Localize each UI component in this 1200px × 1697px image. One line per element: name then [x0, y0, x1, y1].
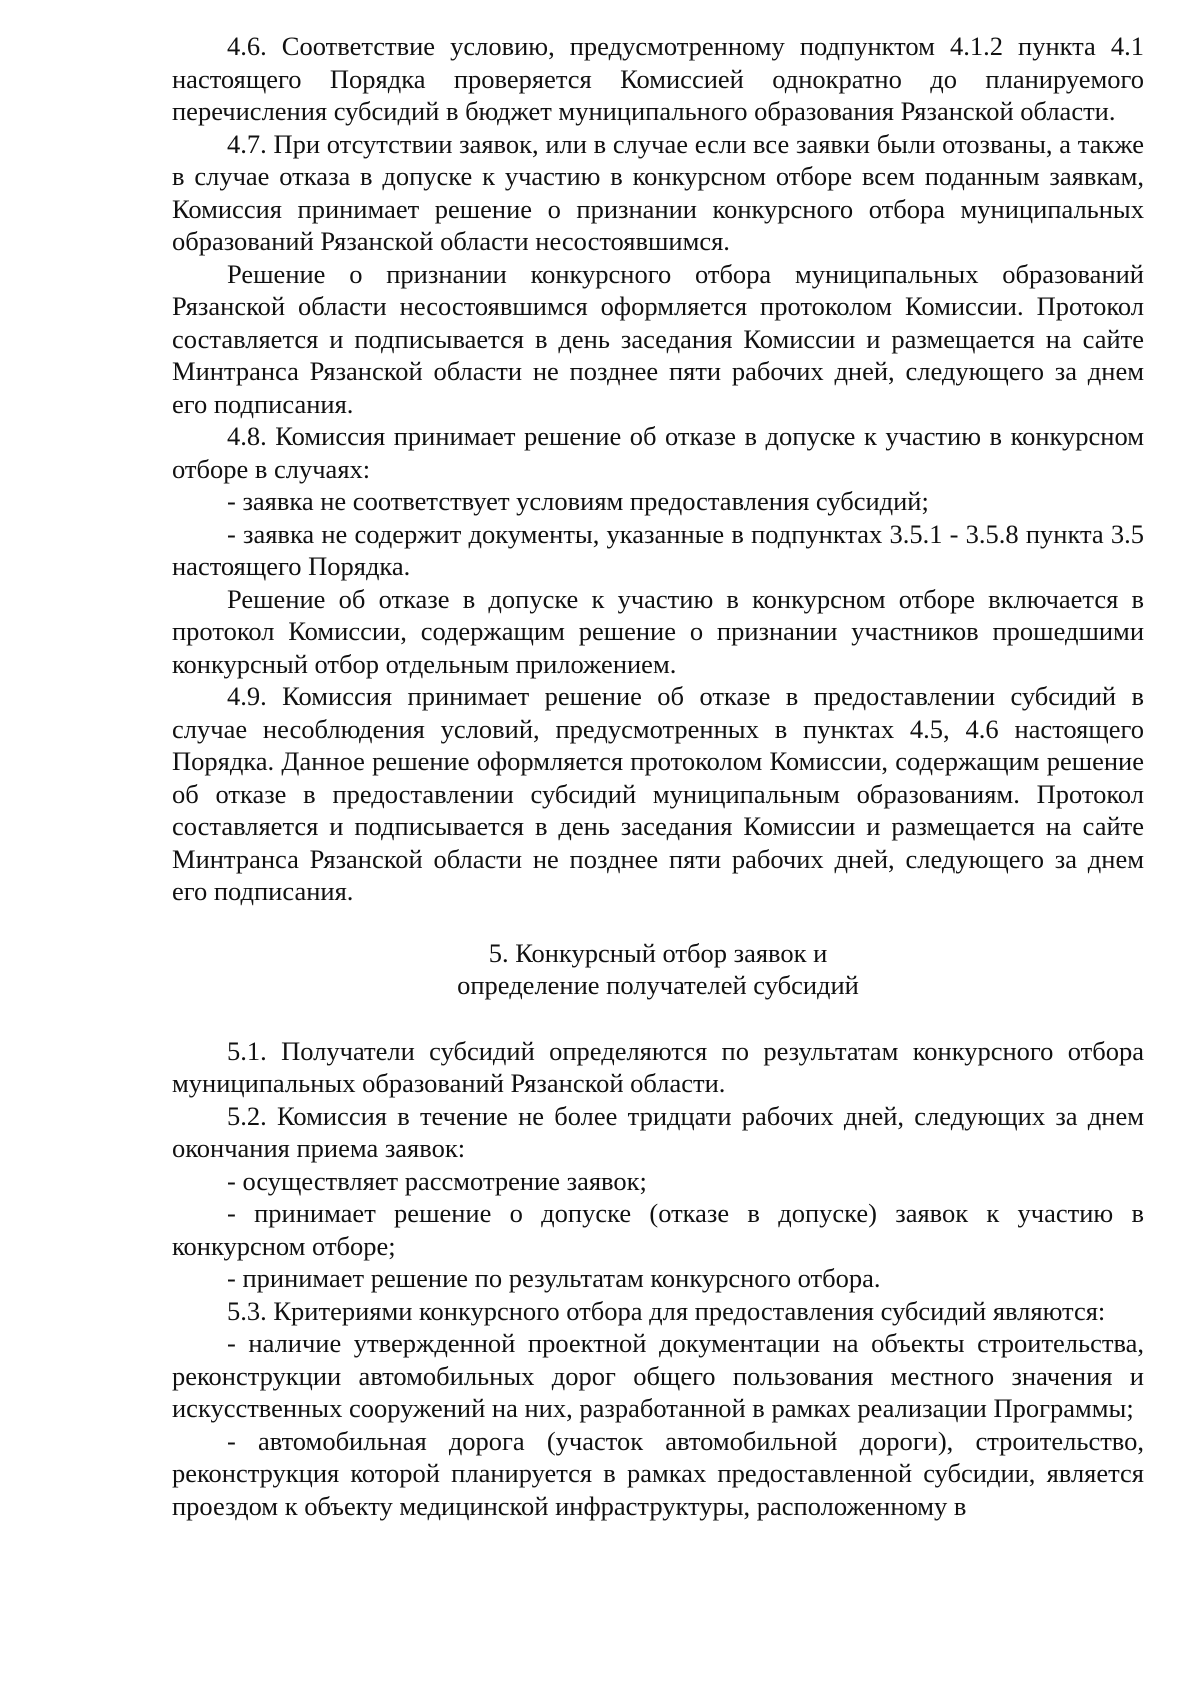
- paragraph-5-3: 5.3. Критериями конкурсного отбора для предоставления субсидий являются:: [227, 1295, 1106, 1326]
- paragraph-4-8: 4.8. Комиссия принимает решение об отказе в допуске к участию в конкурсном отборе в случаях:: [172, 421, 1144, 484]
- document-page: [172, 30, 1144, 1522]
- paragraph-4-7-decision: Решение о признании конкурсного отбора муниципальных образований Рязанской области несостоявшимся оформляется протоколом Комиссии. Протокол составляется и подписывается в день заседания Комиссии и размещается на сайте Минтранса Рязанской области не позднее пяти рабочих дней, следующего за днем его подписания.: [172, 258, 1144, 419]
- list-item-4-8-a: - заявка не соответствует условиям предоставления субсидий;: [227, 486, 929, 516]
- section-5-heading: [172, 937, 1144, 1002]
- section-5-heading-line1: 5. Конкурсный отбор заявок и: [488, 937, 828, 968]
- paragraph-5-1: 5.1. Получатели субсидий определяются по результатам конкурсного отбора муниципальных образований Рязанской области.: [172, 1035, 1144, 1098]
- list-item-5-3-b: - автомобильная дорога (участок автомобильной дороги), строительство, реконструкция которой планируется в рамках предоставленной субсидии, является проездом к объекту медицинской инфраструктуры, расположенному в: [172, 1425, 1144, 1521]
- list-item-5-2-a: - осуществляет рассмотрение заявок;: [227, 1165, 647, 1196]
- list-item-4-8-b: - заявка не содержит документы, указанные в подпунктах 3.5.1 - 3.5.8 пункта 3.5 настоящего Порядка.: [172, 518, 1144, 581]
- list-item-5-2-b: - принимает решение о допуске (отказе в допуске) заявок к участию в конкурсном отборе;: [172, 1198, 1144, 1261]
- paragraph-5-2: 5.2. Комиссия в течение не более тридцати рабочих дней, следующих за днем окончания приема заявок:: [172, 1100, 1144, 1163]
- section-5-heading-line2: определение получателей субсидий: [457, 970, 859, 1000]
- list-item-5-3-a: - наличие утвержденной проектной документации на объекты строительства, реконструкции автомобильных дорог общего пользования местного значения и искусственных сооружений на них, разработанной в рамках реализации Программы;: [172, 1328, 1144, 1423]
- paragraph-4-6: 4.6. Соответствие условию, предусмотренному подпунктом 4.1.2 пункта 4.1 настоящего Порядка проверяется Комиссией однократно до планируемого перечисления субсидий в бюджет муниципального образования Рязанской области.: [172, 31, 1144, 126]
- paragraph-4-9: 4.9. Комиссия принимает решение об отказе в предоставлении субсидий в случае несоблюдения условий, предусмотренных в пунктах 4.5, 4.6 настоящего Порядка. Данное решение оформляется протоколом Комиссии, содержащим решение об отказе в предоставлении субсидий муниципальным образованиям. Протокол составляется и подписывается в день заседания Комиссии и размещается на сайте Минтранса Рязанской области не позднее пяти рабочих дней, следующего за днем его подписания.: [172, 681, 1144, 906]
- paragraph-4-7: 4.7. При отсутствии заявок, или в случае если все заявки были отозваны, а также в случае отказа в допуске к участию в конкурсном отборе всем поданным заявкам, Комиссия принимает решение о признании конкурсного отбора муниципальных образований Рязанской области несостоявшимся.: [172, 128, 1144, 256]
- list-item-5-2-c: - принимает решение по результатам конкурсного отбора.: [227, 1263, 881, 1293]
- paragraph-4-8-decision: Решение об отказе в допуске к участию в конкурсном отборе включается в протокол Комиссии, содержащим решение о признании участников прошедшими конкурсный отбор отдельным приложением.: [172, 583, 1144, 679]
